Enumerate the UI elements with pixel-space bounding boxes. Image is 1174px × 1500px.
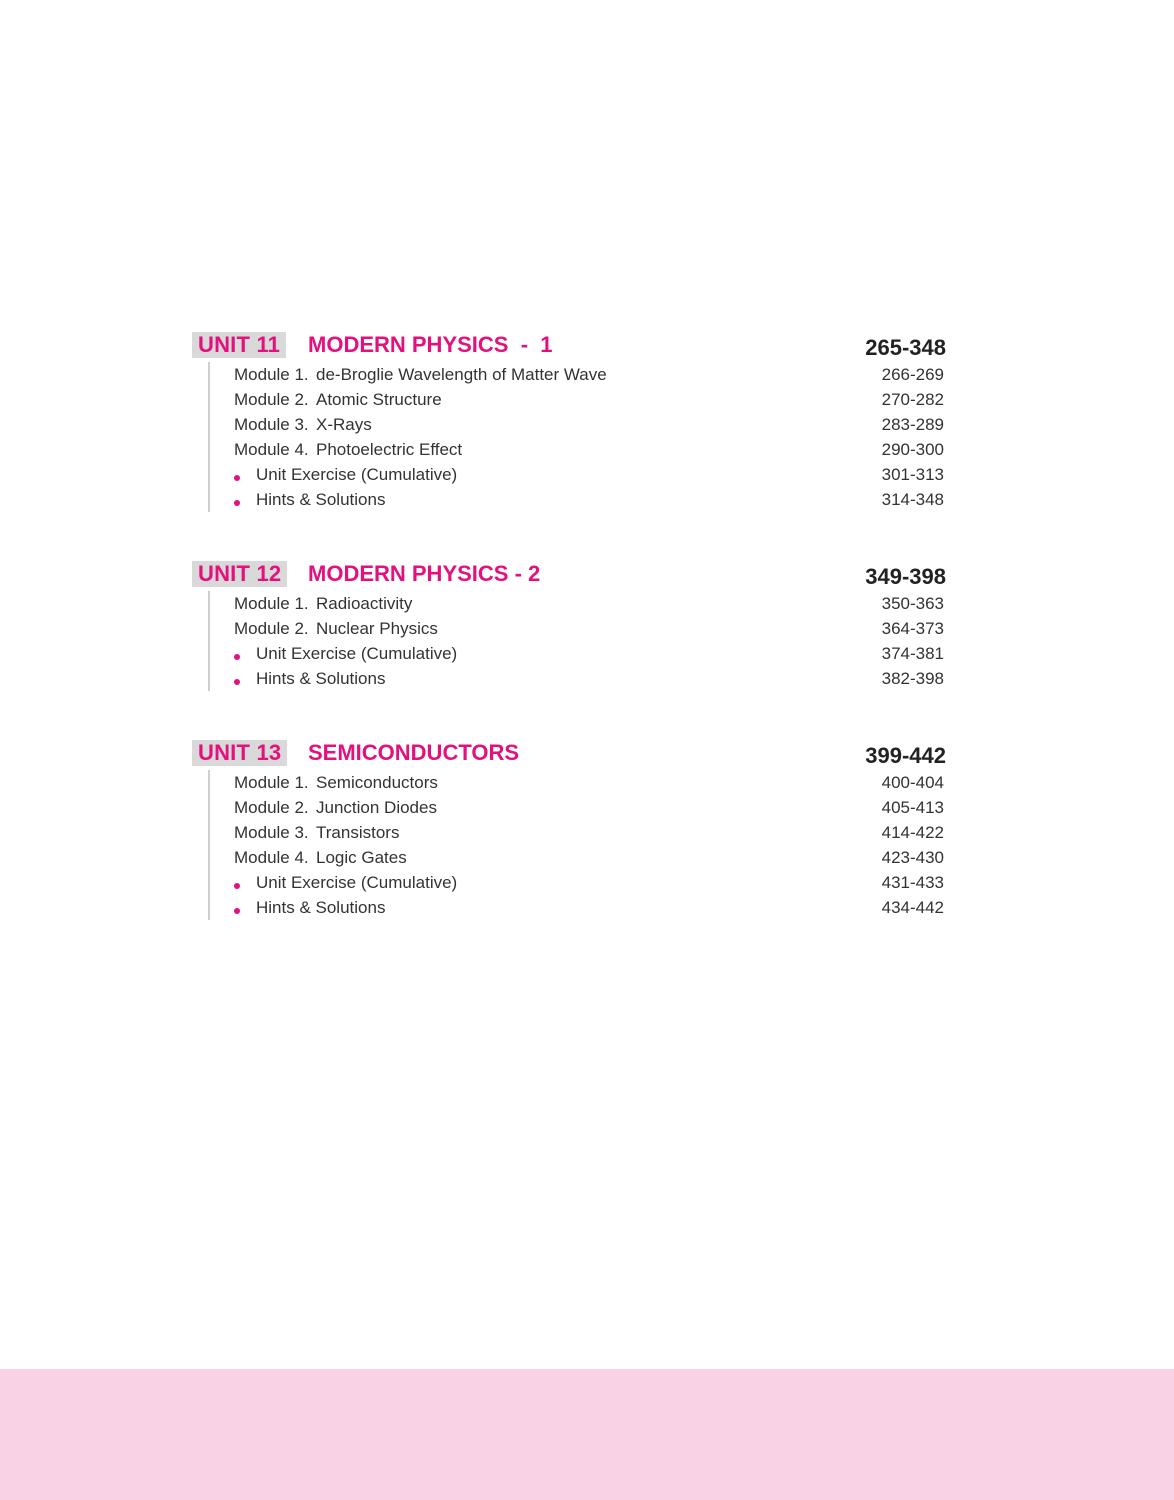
unit-contents: [208, 770, 946, 920]
toc-entry[interactable]: [234, 820, 946, 845]
unit-badge: UNIT 12: [192, 561, 287, 587]
entry-title: Unit Exercise (Cumulative): [256, 644, 458, 663]
entry-label: [234, 848, 407, 867]
unit-contents: [208, 591, 946, 691]
module-number: Module 1.: [234, 594, 309, 613]
entry-label: [234, 619, 438, 638]
entry-label: [234, 365, 607, 384]
entry-label: [234, 873, 457, 892]
unit-page-range: 399-442: [865, 743, 946, 768]
bullet-icon: [234, 883, 240, 889]
toc-entry[interactable]: [234, 641, 946, 666]
entry-pages: 423-430: [881, 848, 944, 867]
module-title: Logic Gates: [316, 848, 407, 867]
unit-12-section: [192, 561, 946, 691]
entry-pages: 266-269: [881, 365, 944, 384]
unit-title: SEMICONDUCTORS: [308, 740, 520, 765]
entry-title: Hints & Solutions: [256, 490, 386, 509]
toc-entry[interactable]: [234, 845, 946, 870]
unit-title: MODERN PHYSICS - 2: [308, 561, 541, 586]
toc-entry[interactable]: [234, 462, 946, 487]
entry-pages: 270-282: [881, 390, 944, 409]
entry-label: [234, 823, 399, 842]
unit-page-range: 265-348: [865, 335, 946, 360]
toc-entry[interactable]: [234, 487, 946, 512]
module-number: Module 2.: [234, 798, 309, 817]
module-number: Module 2.: [234, 619, 309, 638]
module-title: Semiconductors: [316, 773, 438, 792]
entry-pages: 314-348: [881, 490, 944, 509]
module-title: Nuclear Physics: [316, 619, 438, 638]
module-title: Transistors: [316, 823, 400, 842]
entry-pages: 290-300: [881, 440, 944, 459]
toc-entry[interactable]: [234, 870, 946, 895]
unit-badge: UNIT 11: [192, 332, 286, 358]
toc-entry[interactable]: [234, 770, 946, 795]
bullet-icon: [234, 654, 240, 660]
bullet-icon: [234, 500, 240, 506]
toc-entry[interactable]: [234, 591, 946, 616]
toc-entry[interactable]: [234, 387, 946, 412]
module-title: Radioactivity: [316, 594, 413, 613]
module-number: Module 3.: [234, 823, 309, 842]
module-title: Junction Diodes: [316, 798, 437, 817]
module-number: Module 4.: [234, 440, 309, 459]
module-number: Module 3.: [234, 415, 309, 434]
entry-pages: 301-313: [881, 465, 944, 484]
toc-entry[interactable]: [234, 666, 946, 691]
unit-13-section: [192, 740, 946, 920]
entry-label: [234, 669, 385, 688]
entry-label: [234, 415, 372, 434]
unit-11-section: [192, 332, 946, 512]
entry-pages: 350-363: [881, 594, 944, 613]
entry-pages: 382-398: [881, 669, 944, 688]
unit-header: [192, 332, 946, 362]
entry-pages: 400-404: [881, 773, 944, 792]
unit-page-range: 349-398: [865, 564, 946, 589]
unit-title: MODERN PHYSICS - 1: [308, 332, 553, 357]
entry-label: [234, 898, 385, 917]
toc-entry[interactable]: [234, 616, 946, 641]
entry-title: Unit Exercise (Cumulative): [256, 873, 458, 892]
bullet-icon: [234, 679, 240, 685]
entry-pages: 414-422: [881, 823, 944, 842]
toc-entry[interactable]: [234, 795, 946, 820]
entry-label: [234, 440, 462, 459]
entry-pages: 405-413: [881, 798, 944, 817]
footer-band: [0, 1369, 1174, 1500]
entry-label: [234, 773, 438, 792]
entry-label: [234, 798, 437, 817]
module-title: X-Rays: [316, 415, 372, 434]
entry-pages: 374-381: [881, 644, 944, 663]
entry-label: [234, 594, 412, 613]
entry-label: [234, 490, 385, 509]
entry-pages: 364-373: [881, 619, 944, 638]
module-number: Module 4.: [234, 848, 309, 867]
toc-entry[interactable]: [234, 437, 946, 462]
entry-label: [234, 390, 442, 409]
module-title: Photoelectric Effect: [316, 440, 463, 459]
entry-title: Hints & Solutions: [256, 898, 386, 917]
entry-label: [234, 465, 457, 484]
module-number: Module 2.: [234, 390, 309, 409]
entry-label: [234, 644, 457, 663]
unit-header: [192, 561, 946, 591]
toc-entry[interactable]: [234, 895, 946, 920]
entry-pages: 283-289: [881, 415, 944, 434]
module-number: Module 1.: [234, 365, 309, 384]
module-number: Module 1.: [234, 773, 309, 792]
entry-title: Hints & Solutions: [256, 669, 386, 688]
bullet-icon: [234, 908, 240, 914]
toc-entry[interactable]: [234, 362, 946, 387]
module-title: de-Broglie Wavelength of Matter Wave: [316, 365, 607, 384]
entry-pages: 431-433: [881, 873, 944, 892]
bullet-icon: [234, 475, 240, 481]
toc-entry[interactable]: [234, 412, 946, 437]
entry-pages: 434-442: [881, 898, 944, 917]
entry-title: Unit Exercise (Cumulative): [256, 465, 458, 484]
unit-header: [192, 740, 946, 770]
unit-badge: UNIT 13: [192, 740, 287, 766]
module-title: Atomic Structure: [316, 390, 442, 409]
unit-contents: [208, 362, 946, 512]
